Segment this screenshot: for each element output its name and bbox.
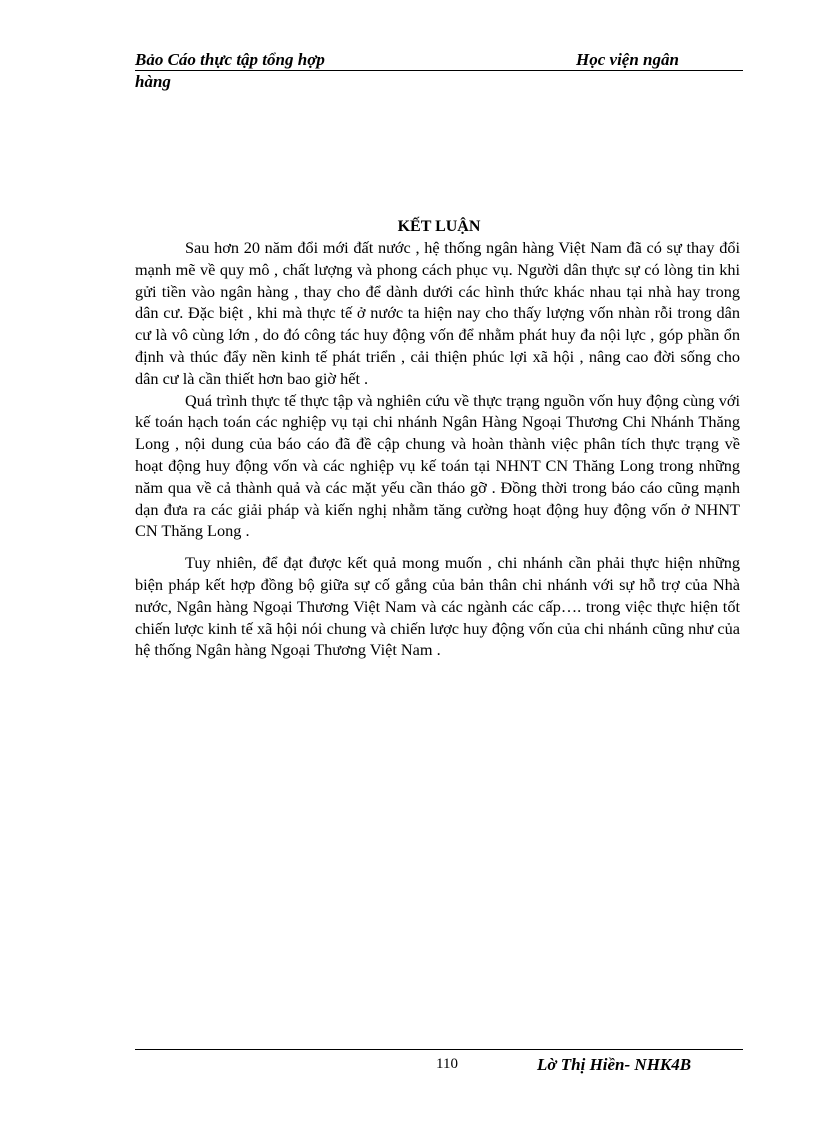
header-institution-continuation: hàng xyxy=(135,72,171,91)
paragraph-3: Tuy nhiên, để đạt được kết quả mong muốn , chi nhánh cần phải thực hiện những biện pháp kết hợp đồng bộ giữa sự cố gắng của bản thân chi nhánh với sự hỗ trợ của Nhà nước, Ngân hàng Ngoại Thương Việt Nam và các ngành các cấp…. trong việc thực hiện tốt chiến lược kinh tế xã hội nói chung và chiến lược huy động vốn của chi nhánh cũng như của hệ thống Ngân hàng Ngoại Thương Việt Nam . xyxy=(135,553,740,660)
header-divider xyxy=(135,70,743,71)
header-report-title: Bảo Cáo thực tập tổng hợp xyxy=(135,50,325,69)
section-title: KẾT LUẬN xyxy=(397,218,481,235)
page-number: 110 xyxy=(436,1056,458,1072)
document-body xyxy=(135,237,740,661)
paragraph-2: Quá trình thực tế thực tập và nghiên cứu về thực trạng nguồn vốn huy động cùng với kế toán hạch toán các nghiệp vụ tại chi nhánh Ngân Hàng Ngoại Thương Chi Nhánh Thăng Long , nội dung của báo cáo đã đề cập chung và hoàn thành việc phân tích thực trạng về hoạt động huy động vốn và các nghiệp vụ kế toán tại NHNT CN Thăng Long trong những năm qua về cả thành quả và các mặt yếu cần tháo gỡ . Đồng thời trong báo cáo cũng mạnh dạn đưa ra các giải pháp và kiến nghị nhằm tăng cường hoạt động huy động vốn ở NHNT CN Thăng Long . xyxy=(135,390,740,541)
header-institution: Học viện ngân xyxy=(576,50,679,69)
page-header xyxy=(135,50,743,100)
footer-author: Lờ Thị Hiền- NHK4B xyxy=(537,1055,692,1074)
paragraph-1: Sau hơn 20 năm đổi mới đất nước , hệ thống ngân hàng Việt Nam đã có sự thay đổi mạnh mẽ về quy mô , chất lượng và phong cách phục vụ. Người dân thực sự có lòng tin khi gửi tiền vào ngân hàng , thay cho để dành dưới các hình thức khác nhau tại nhà hay trong dân cư. Đặc biệt , khi mà thực tế ở nước ta hiện nay cho thấy lượng vốn nhàn rỗi trong dân cư là vô cùng lớn , do đó công tác huy động vốn để nhằm phát huy đa nội lực , góp phần ổn định và thúc đẩy nền kinh tế phát triển , cải thiện phúc lợi xã hội , nâng cao đời sống cho dân cư là cần thiết hơn bao giờ hết . xyxy=(135,238,740,388)
footer-divider xyxy=(135,1049,743,1050)
